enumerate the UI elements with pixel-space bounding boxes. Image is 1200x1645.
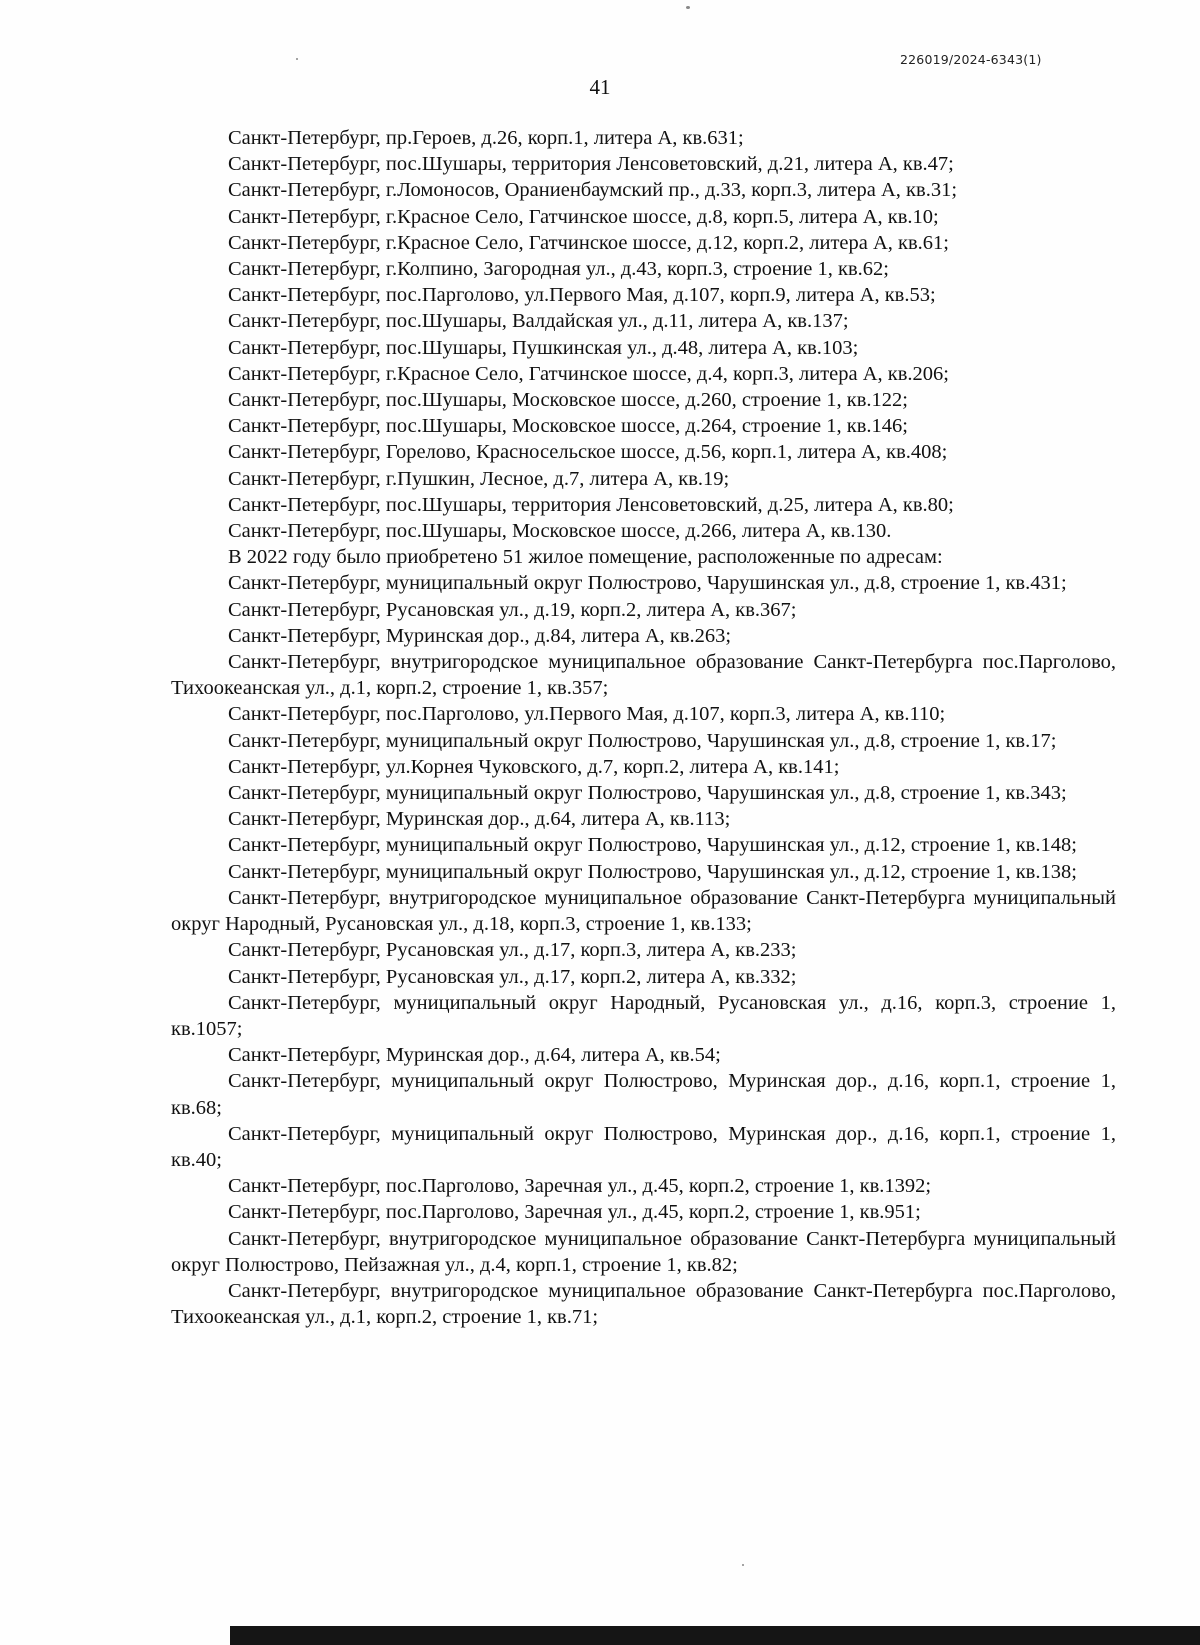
page-number: 41 [589,75,611,99]
address-paragraph: Санкт-Петербург, Русановская ул., д.19, корп.2, литера А, кв.367; [228,598,797,621]
document-body [171,125,1116,1330]
address-paragraph: Санкт-Петербург, пос.Шушары, Московское шоссе, д.266, литера А, кв.130. [228,520,892,543]
scan-speck [742,1564,744,1566]
address-paragraph: Санкт-Петербург, г.Красное Село, Гатчинское шоссе, д.4, корп.3, литера А, кв.206; [228,362,949,385]
address-paragraph: Санкт-Петербург, пос.Парголово, Заречная ул., д.45, корп.2, строение 1, кв.1392; [228,1175,932,1198]
address-paragraph: Санкт-Петербург, муниципальный округ Полюстрово, Чарушинская ул., д.8, строение 1, кв.431; [228,572,1067,595]
address-paragraph: Санкт-Петербург, внутригородское муниципальное образование Санкт-Петербурга пос.Парголово, Тихоокеанская ул., д.1, корп.2, строение 1, кв.71; [171,1279,1116,1329]
address-paragraph: Санкт-Петербург, пос.Парголово, ул.Первого Мая, д.107, корп.3, литера А, кв.110; [228,703,946,726]
address-paragraph: Санкт-Петербург, ул.Корнея Чуковского, д.7, корп.2, литера А, кв.141; [228,755,840,778]
address-paragraph: Санкт-Петербург, пр.Героев, д.26, корп.1, литера А, кв.631; [228,127,744,149]
address-paragraph: Санкт-Петербург, муниципальный округ Полюстрово, Чарушинская ул., д.12, строение 1, кв.138; [228,860,1077,883]
scanner-edge-bar [230,1626,1200,1645]
address-paragraph: Санкт-Петербург, Русановская ул., д.17, корп.2, литера А, кв.332; [228,965,797,988]
address-paragraph: Санкт-Петербург, пос.Шушары, Московское шоссе, д.260, строение 1, кв.122; [228,389,908,412]
address-paragraph: Санкт-Петербург, внутригородское муниципальное образование Санкт-Петербурга муниципальный округ Полюстрово, Пейзажная ул., д.4, корп.1, строение 1, кв.82; [171,1227,1116,1276]
address-paragraph: Санкт-Петербург, г.Пушкин, Лесное, д.7, литера А, кв.19; [228,467,730,490]
address-paragraph: Санкт-Петербург, Муринская дор., д.64, литера А, кв.113; [228,808,731,831]
address-paragraph: В 2022 году было приобретено 51 жилое помещение, расположенные по адресам: [228,546,943,569]
address-paragraph: Санкт-Петербург, внутригородское муниципальное образование Санкт-Петербурга муниципальный округ Народный, Русановская ул., д.18, корп.3, строение 1, кв.133; [171,886,1116,936]
address-paragraph: Санкт-Петербург, муниципальный округ Полюстрово, Чарушинская ул., д.8, строение 1, кв.17; [228,729,1057,752]
address-paragraph: Санкт-Петербург, Русановская ул., д.17, корп.3, литера А, кв.233; [228,939,797,962]
address-paragraph: Санкт-Петербург, пос.Шушары, территория Ленсоветовский, д.21, литера А, кв.47; [228,153,954,176]
address-paragraph: Санкт-Петербург, г.Колпино, Загородная ул., д.43, корп.3, строение 1, кв.62; [228,258,889,281]
document-id: 226019/2024-6343(1) [900,52,1042,67]
scan-speck [686,6,690,9]
address-paragraph: Санкт-Петербург, муниципальный округ Полюстрово, Чарушинская ул., д.8, строение 1, кв.343; [228,782,1067,805]
address-paragraph: Санкт-Петербург, пос.Парголово, ул.Первого Мая, д.107, корп.9, литера А, кв.53; [228,284,936,307]
address-paragraph: Санкт-Петербург, г.Красное Село, Гатчинское шоссе, д.12, корп.2, литера А, кв.61; [228,231,949,254]
address-paragraph: Санкт-Петербург, пос.Шушары, Валдайская ул., д.11, литера А, кв.137; [228,310,849,333]
address-paragraph: Санкт-Петербург, внутригородское муниципальное образование Санкт-Петербурга пос.Парголово, Тихоокеанская ул., д.1, корп.2, строение 1, кв.357; [171,651,1116,700]
address-paragraph: Санкт-Петербург, г.Красное Село, Гатчинское шоссе, д.8, корп.5, литера А, кв.10; [228,205,939,228]
scan-speck [296,58,298,60]
address-paragraph: Санкт-Петербург, Муринская дор., д.64, литера А, кв.54; [228,1044,721,1067]
address-paragraph: Санкт-Петербург, Муринская дор., д.84, литера А, кв.263; [228,624,732,647]
address-paragraph: Санкт-Петербург, пос.Парголово, Заречная ул., д.45, корп.2, строение 1, кв.951; [228,1201,921,1224]
address-paragraph: Санкт-Петербург, пос.Шушары, Пушкинская ул., д.48, литера А, кв.103; [228,336,859,359]
address-paragraph: Санкт-Петербург, муниципальный округ Полюстрово, Чарушинская ул., д.12, строение 1, кв.148; [228,834,1077,857]
address-paragraph: Санкт-Петербург, г.Ломоносов, Ораниенбаумский пр., д.33, корп.3, литера А, кв.31; [228,179,958,202]
address-paragraph: Санкт-Петербург, Горелово, Красносельское шоссе, д.56, корп.1, литера А, кв.408; [228,441,948,464]
address-paragraph: Санкт-Петербург, муниципальный округ Полюстрово, Муринская дор., д.16, корп.1, строение 1, кв.68; [171,1070,1116,1119]
address-paragraph: Санкт-Петербург, муниципальный округ Народный, Русановская ул., д.16, корп.3, строение 1, кв.1057; [171,991,1116,1040]
address-paragraph: Санкт-Петербург, пос.Шушары, Московское шоссе, д.264, строение 1, кв.146; [228,415,908,438]
address-paragraph: Санкт-Петербург, пос.Шушары, территория Ленсоветовский, д.25, литера А, кв.80; [228,493,954,516]
address-paragraph: Санкт-Петербург, муниципальный округ Полюстрово, Муринская дор., д.16, корп.1, строение 1, кв.40; [171,1122,1116,1171]
